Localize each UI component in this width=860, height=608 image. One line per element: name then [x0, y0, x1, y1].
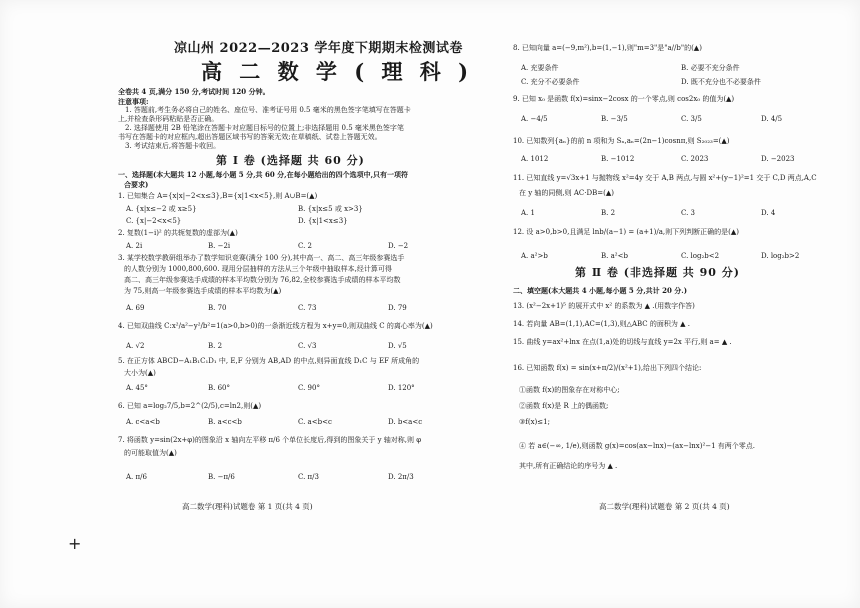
exam-name: 凉山州 2022—2023 学年度下期期末检测试卷 [174, 41, 463, 56]
option: B. −3/5 [601, 115, 628, 123]
option: B. −π/6 [208, 473, 235, 481]
option: B. a²<b [601, 252, 628, 260]
option: A. 45° [126, 384, 148, 392]
note-line: 3. 考试结束后,将答题卡收回。 [125, 142, 221, 150]
question-stem: 高二、高三年级参赛选手成绩的样本平均数分别为 76,82,全校参赛选手成绩的样本平均数 [124, 276, 401, 284]
option: C. 90° [298, 384, 320, 392]
question-stem: 大小为(▲) [124, 369, 156, 377]
option: C. 2 [298, 242, 313, 250]
option: D. 2π/3 [388, 473, 414, 481]
question-stem: 8. 已知向量 a=(−9,m²),b=(1,−1),则"m=3"是"a//b"的(▲) [513, 44, 702, 52]
option: C. 充分不必要条件 [521, 78, 580, 86]
question-stem: 6. 已知 a=log₂7/5,b=2^(2/5),c=ln2,则(▲) [118, 402, 262, 410]
question-stem: 1. 已知集合 A={x|x|−2<x≤3},B={x|1<x<5},则 A∪B=(▲) [118, 192, 318, 200]
option: A. c<a<b [126, 418, 160, 426]
option: D. {x|1<x≤3} [298, 217, 348, 225]
question-stem: 的可能取值为(▲) [124, 449, 177, 457]
option: A. 1012 [521, 155, 549, 163]
option: A. 1 [521, 209, 535, 217]
option: A. π/6 [126, 473, 147, 481]
page-footer: 高二数学(理科)试题卷 第 1 页(共 4 页) [182, 502, 313, 511]
question-stem: 为 75,则高一年级参赛选手成绩的样本平均数为(▲) [124, 287, 282, 295]
option: C. π/3 [298, 473, 319, 481]
option: D. 既不充分也不必要条件 [681, 78, 761, 86]
question-16-answer: 其中,所有正确结论的序号为 ▲ . [519, 462, 618, 470]
part2-intro: 二、填空题(本大题共 4 小题,每小题 5 分,共计 20 分.) [513, 286, 688, 295]
option: B. −2i [208, 242, 231, 250]
registration-cross-mark: + [68, 534, 82, 553]
option: D. −2023 [761, 155, 795, 163]
note-line: 上,并检查条形码粘贴是否正确。 [118, 115, 219, 123]
option: C. 3 [681, 209, 696, 217]
option: D. 120° [388, 384, 415, 392]
subject-title: 高 二 数 学 ( 理 科 ) [201, 59, 474, 84]
exam-info: 全卷共 4 页,满分 150 分,考试时间 120 分钟。 [118, 87, 270, 96]
option: D. b<a<c [388, 418, 423, 426]
option: C. 73 [298, 304, 317, 312]
option: D. 4/5 [761, 115, 783, 123]
question-stem: 10. 已知数列{aₙ}的前 n 项和为 Sₙ,aₙ=(2n−1)cosnπ,则 S₂₀₂₃=(▲) [513, 137, 730, 145]
option: C. log₂b<2 [681, 252, 720, 260]
note-line: 书写在答题卡的对应框内,超出答题区域书写的答案无效;在草稿纸、试卷上答题无效。 [118, 133, 382, 141]
option: D. −2 [388, 242, 409, 250]
option: B. a<c<b [208, 418, 242, 426]
option: A. 充要条件 [521, 64, 559, 72]
option: C. a<b<c [298, 418, 332, 426]
question-stem: 11. 已知直线 y=√3x+1 与抛物线 x²=4y 交于 A,B 两点,与圆 x²+(y−1)²=1 交于 C,D 两点,A,C [513, 174, 817, 182]
option: B. 必要不充分条件 [681, 64, 740, 72]
option: D. log₂b>2 [761, 252, 800, 260]
option: A. {x|x≤−2 或 x≥5} [126, 205, 197, 213]
question-16: 16. 已知函数 f(x) = sin(x+π/2)/(x²+1),给出下列四个结论: [513, 364, 702, 372]
notes-title: 注意事项: [118, 97, 149, 106]
part2-title: 第 Ⅱ 卷 (非选择题 共 90 分) [575, 266, 740, 279]
option: A. −4/5 [521, 115, 548, 123]
option: A. 2i [126, 242, 143, 250]
option: D. √5 [388, 342, 407, 350]
conclusion-1: ①函数 f(x)的图象存在对称中心; [519, 386, 620, 394]
option: B. 2 [601, 209, 616, 217]
option: D. 79 [388, 304, 407, 312]
option: D. 4 [761, 209, 776, 217]
conclusion-4: ④ 若 a∈(−∞, 1/e),则函数 g(x)=cos(ax−lnx)−(ax−lnx)²−1 有两个零点. [519, 442, 756, 450]
question-stem: 9. 已知 x₀ 是函数 f(x)=sinx−2cosx 的一个零点,则 cos2x₀ 的值为(▲) [513, 95, 735, 103]
option: C. 3/5 [681, 115, 702, 123]
option: B. 60° [208, 384, 231, 392]
question-stem: 4. 已知双曲线 C:x²/a²−y²/b²=1(a>0,b>0)的一条渐近线方程为 x+y=0,则双曲线 C 的离心率为(▲) [118, 322, 433, 330]
question-stem: 3. 某学校数学教研组举办了数学知识竞赛(满分 100 分),其中高一、高二、高三年级参赛选手 [118, 254, 405, 262]
conclusion-3: ③f(x)≤1; [519, 418, 550, 426]
question-13: 13. (x²−2x+1)⁵ 的展开式中 x² 的系数为 ▲ .(用数字作答) [513, 302, 695, 310]
option: B. {x|x≤5 或 x>3} [298, 205, 363, 213]
conclusion-2: ②函数 f(x)是 R 上的偶函数; [519, 402, 609, 410]
option: C. 2023 [681, 155, 709, 163]
question-stem: 的人数分别为 1000,800,600. 现用分层抽样的方法从三个年级中抽取样本,经计算可得 [124, 265, 392, 273]
option: C. √3 [298, 342, 317, 350]
option: A. 69 [126, 304, 145, 312]
option: C. {x|−2<x<5} [126, 217, 182, 225]
question-stem: 在 y 轴的同侧,则 AC·DB=(▲) [519, 189, 614, 197]
note-line: 2. 选择题使用 2B 铅笔涂在答题卡对应题目标号的位置上;非选择题用 0.5 毫米黑色签字笔 [125, 124, 404, 132]
option: B. 2 [208, 342, 223, 350]
question-stem: 7. 将函数 y=sin(2x+φ)的图象沿 x 轴向左平移 π/6 个单位长度后,得到的图象关于 y 轴对称,则 φ [118, 436, 422, 444]
question-stem: 2. 复数(1−i)² 的共轭复数的虚部为(▲) [118, 229, 238, 237]
option: B. 70 [208, 304, 227, 312]
part1-title: 第 Ⅰ 卷 (选择题 共 60 分) [216, 154, 365, 167]
note-line: 1. 答题前,考生务必将自己的姓名、座位号、准考证号用 0.5 毫米的黑色签字笔填写在答题卡 [125, 106, 411, 114]
question-stem: 5. 在正方体 ABCD−A₁B₁C₁D₁ 中, E,F 分别为 AB,AD 的中点,则异面直线 D₁C 与 EF 所成角的 [118, 357, 420, 365]
option: A. a²>b [521, 252, 548, 260]
page-footer: 高二数学(理科)试题卷 第 2 页(共 4 页) [599, 502, 730, 511]
part1-intro-cont: 合要求) [124, 180, 149, 189]
option: B. −1012 [601, 155, 635, 163]
question-stem: 12. 设 a>0,b>0,且满足 lnb/(a−1) = (a+1)/a,则下列判断正确的是(▲) [513, 228, 739, 236]
question-14: 14. 若向量 AB=(1,1),AC=(1,3),则△ABC 的面积为 ▲ . [513, 320, 690, 328]
option: A. √2 [126, 342, 145, 350]
question-15: 15. 曲线 y=ax²+lnx 在点(1,a)处的切线与直线 y=2x 平行,则 a= ▲ . [513, 338, 732, 346]
part1-intro: 一、选择题(本大题共 12 小题,每小题 5 分,共 60 分,在每小题给出的四个选项中,只有一项符 [118, 170, 409, 179]
